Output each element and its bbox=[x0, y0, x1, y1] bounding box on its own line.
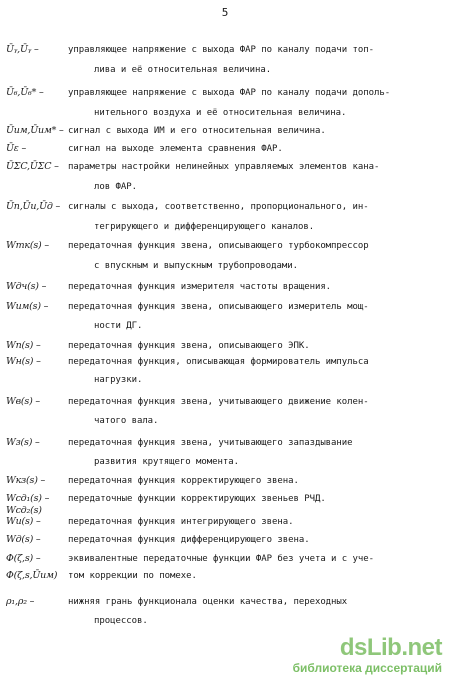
entry-symbol: Φ(ζ,s,Ūим) bbox=[6, 570, 58, 581]
entry-definition: сигнал с выхода ИМ и его относительная величина. bbox=[68, 126, 326, 136]
entry-definition: передаточная функция корректирующего звена. bbox=[68, 476, 299, 486]
entry-definition: передаточная функция дифференцирующего звена. bbox=[68, 535, 310, 545]
entry-symbol: Wсд₁(s) – bbox=[6, 493, 50, 504]
entry-definition: управляющее напряжение с выхода ФАР по каналу подачи дополь- bbox=[68, 88, 391, 98]
entry-symbol: Ū₆,Ū₆* – bbox=[6, 87, 44, 98]
entry-definition: передаточная функция звена, описывающего измеритель мощ- bbox=[68, 302, 369, 312]
entry-definition: том коррекции по помехе. bbox=[68, 571, 197, 581]
entry-definition: параметры настройки нелинейных управляемых элементов кана- bbox=[68, 162, 380, 172]
entry-symbol: Wи(s) – bbox=[6, 516, 41, 527]
entry-definition-continued: лива и её относительная величина. bbox=[94, 65, 272, 75]
watermark-subtitle: библиотека диссертаций bbox=[292, 661, 442, 675]
entry-definition: эквивалентные передаточные функции ФАР без учета и с уче- bbox=[68, 554, 375, 564]
entry-definition: нижняя грань функционала оценки качества, переходных bbox=[68, 597, 348, 607]
entry-definition-continued: нагрузки. bbox=[94, 375, 143, 385]
entry-definition: передаточные функции корректирующих звеньев РЧД. bbox=[68, 494, 326, 504]
entry-definition: передаточная функция интегрирующего звена. bbox=[68, 517, 294, 527]
entry-definition-continued: процессов. bbox=[94, 616, 148, 626]
entry-symbol: Ūим,Ūим* – bbox=[6, 125, 64, 136]
entry-symbol: Wв(s) – bbox=[6, 396, 40, 407]
entry-symbol: Wп(s) – bbox=[6, 340, 41, 351]
entry-definition: передаточная функция измерителя частоты вращения. bbox=[68, 282, 332, 292]
entry-definition: передаточная функция, описывающая формирователь импульса bbox=[68, 357, 369, 367]
entry-symbol: ŪΣC,ŪΣC – bbox=[6, 161, 59, 172]
entry-symbol: Wим(s) – bbox=[6, 301, 49, 312]
page-number: 5 bbox=[221, 6, 229, 19]
entry-symbol: Φ(ζ,s) – bbox=[6, 553, 41, 564]
entry-symbol: Wд(s) – bbox=[6, 534, 41, 545]
watermark bbox=[293, 635, 442, 675]
entry-symbol: Ūп,Ūи,Ūд – bbox=[6, 201, 61, 212]
entry-definition: сигналы с выхода, соответственно, пропорционального, ин- bbox=[68, 202, 369, 212]
entry-symbol: ρ₁,ρ₂ – bbox=[6, 596, 35, 607]
entry-symbol: Wдч(s) – bbox=[6, 281, 47, 292]
entry-symbol: Ūε – bbox=[6, 143, 27, 154]
entry-symbol: Wтк(s) – bbox=[6, 240, 49, 251]
entry-definition-continued: нительного воздуха и её относительная величина. bbox=[94, 108, 347, 118]
entry-symbol: Ūᵧ,Ūᵧ – bbox=[6, 44, 39, 55]
entry-definition: сигнал на выходе элемента сравнения ФАР. bbox=[68, 144, 283, 154]
entry-symbol: Wн(s) – bbox=[6, 356, 41, 367]
entry-symbol: Wкз(s) – bbox=[6, 475, 46, 486]
entry-definition: передаточная функция звена, описывающего турбокомпрессор bbox=[68, 241, 369, 251]
entry-definition-continued: чатого вала. bbox=[94, 416, 159, 426]
entry-definition-continued: развития крутящего момента. bbox=[94, 457, 239, 467]
watermark-logo: dsLib.net bbox=[339, 634, 442, 661]
entry-symbol: Wсд₂(s) bbox=[6, 505, 42, 516]
entry-definition: передаточная функция звена, описывающего ЭПК. bbox=[68, 341, 310, 351]
entry-definition-continued: тегрирующего и дифференцирующего каналов. bbox=[94, 222, 315, 232]
entry-definition-continued: с впускным и выпускным трубопроводами. bbox=[94, 261, 299, 271]
entry-definition-continued: ности ДГ. bbox=[94, 321, 143, 331]
entry-definition-continued: лов ФАР. bbox=[94, 182, 137, 192]
entry-symbol: Wз(s) – bbox=[6, 437, 40, 448]
entry-definition: передаточная функция звена, учитывающего движение колен- bbox=[68, 397, 369, 407]
entry-definition: передаточная функция звена, учитывающего запаздывание bbox=[68, 438, 353, 448]
entry-definition: управляющее напряжение с выхода ФАР по каналу подачи топ- bbox=[68, 45, 375, 55]
